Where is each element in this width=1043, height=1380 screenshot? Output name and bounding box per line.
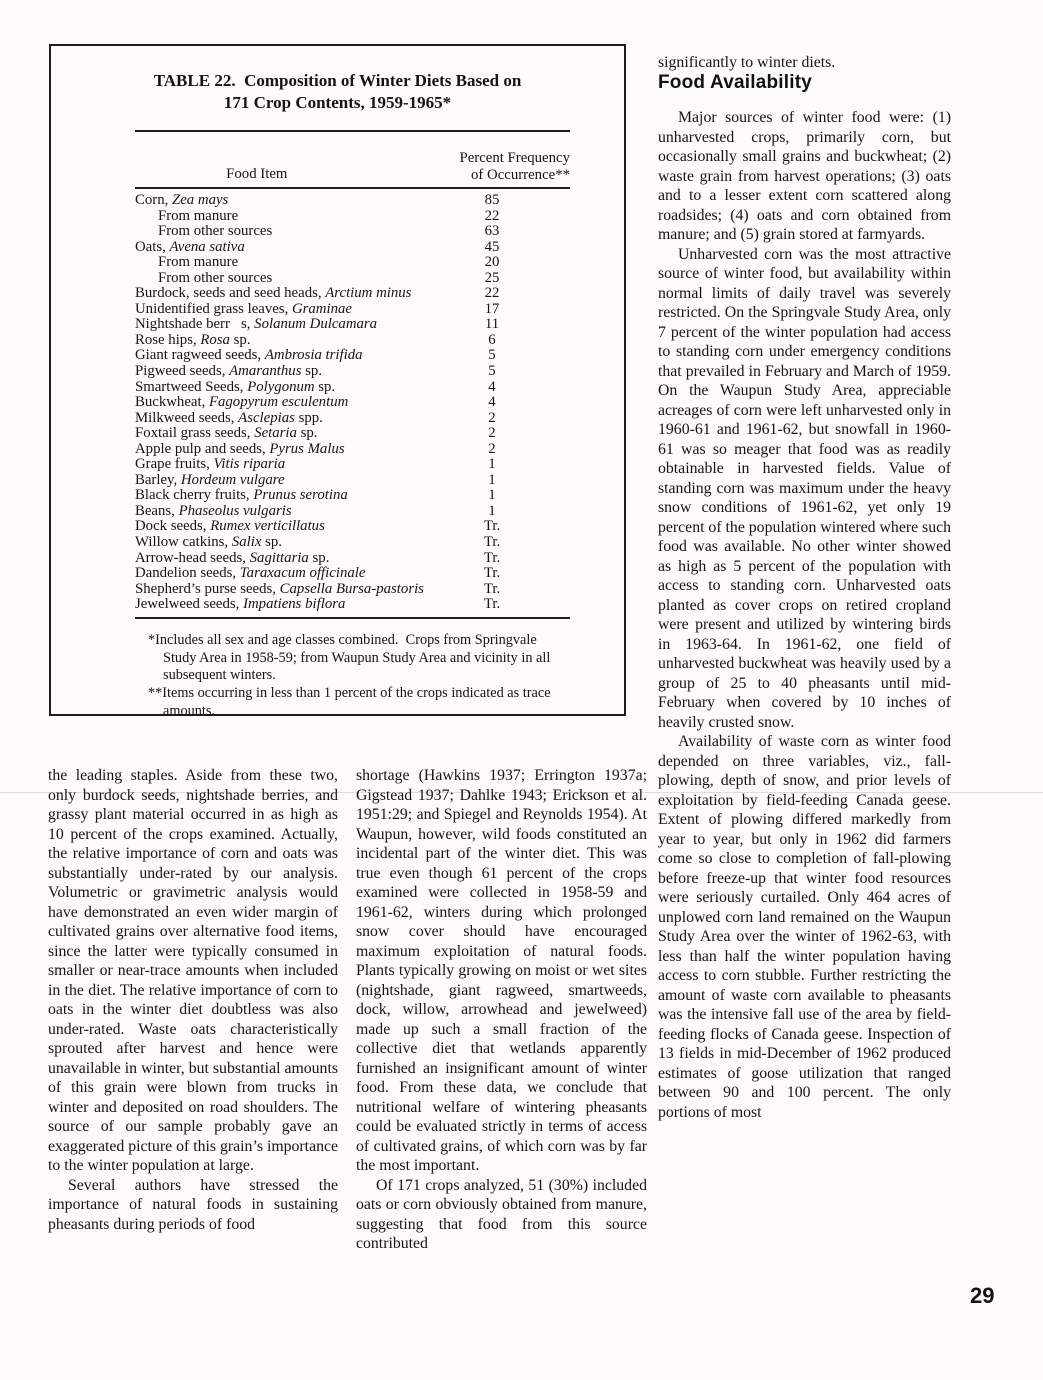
food-item-label: Foxtail grass seeds, Setaria sp. <box>135 425 318 442</box>
food-item-label: Dock seeds, Rumex verticillatus <box>135 518 325 535</box>
table-row <box>135 302 570 318</box>
frequency-value: 1 <box>488 502 496 519</box>
frequency-value: Tr. <box>483 565 501 582</box>
frequency-value: 6 <box>488 331 496 348</box>
table-header <box>135 130 570 189</box>
table-row <box>135 286 570 302</box>
body-column-left <box>48 766 338 1234</box>
table-row <box>135 209 570 225</box>
food-item-label: Corn, Zea mays <box>135 192 229 208</box>
food-item-label: From other sources <box>158 223 273 240</box>
body-paragraph: Of 171 crops analyzed, 51 (30%) included oats or corn obviously obtained from manure, suggesting that food from this source contributed <box>356 1176 647 1252</box>
column-lead-line: significantly to winter diets. <box>658 54 836 71</box>
table-body <box>135 130 570 721</box>
frequency-value: 2 <box>488 440 496 457</box>
frequency-value: 5 <box>488 347 496 364</box>
body-paragraph: Several authors have stressed the importance of natural foods in sustaining pheasants during periods of food <box>48 1176 338 1233</box>
page-number: 29 <box>970 1283 995 1308</box>
frequency-value: Tr. <box>483 596 501 613</box>
food-item-label: Barley, Hordeum vulgare <box>135 471 285 488</box>
frequency-value: 20 <box>484 254 500 271</box>
section-heading-food-availability: Food Availability <box>658 71 813 93</box>
frequency-value: 2 <box>488 409 496 426</box>
table-row <box>135 457 570 473</box>
food-item-label: Jewelweed seeds, Impatiens biflora <box>135 596 346 613</box>
food-item-label: Shepherd’s purse seeds, Capsella Bursa-pastoris <box>135 580 424 597</box>
food-item-label: Dandelion seeds, Taraxacum officinale <box>135 565 366 582</box>
frequency-value: 1 <box>488 487 496 504</box>
frequency-value: 45 <box>484 238 500 255</box>
table-row <box>135 551 570 567</box>
table-row <box>135 255 570 271</box>
food-item-label: From manure <box>158 254 239 271</box>
table-row <box>135 504 570 520</box>
food-item-label: Willow catkins, Salix sp. <box>135 534 282 551</box>
table-row <box>135 193 570 209</box>
food-item-label: Unidentified grass leaves, Graminae <box>135 300 352 317</box>
body-paragraph: the leading staples. Aside from these two, only burdock seeds, nightshade berries, and grassy plant material occurred in as high as 10 percent of the crops examined. Actually, the relative importance of corn and oats was substantially under-rated by our analysis. Volumetric or gravimetric analysis would have demonstrated an even wider margin of cultivated grains over alternative food items, since the latter were typically consumed in smaller or near-trace amounts when included in the diet. The relative importance of corn to oats in the winter diet doubtless was also under-rated. Waste oats characteristically sprouted after harvest and hence were unavailable in winter, but substantial amounts of this grain were blown from trucks in winter and deposited on road shoulders. The source of our sample probably gave an exaggerated picture of this grain’s importance to the winter population at large. <box>48 767 338 1174</box>
frequency-value: Tr. <box>483 518 501 535</box>
frequency-value: 5 <box>488 363 496 380</box>
food-item-label: Burdock, seeds and seed heads, Arctium minus <box>135 285 412 302</box>
table-row <box>135 395 570 411</box>
table-row <box>135 380 570 396</box>
food-item-label: Milkweed seeds, Asclepias spp. <box>135 409 323 426</box>
table-22-box <box>49 44 626 719</box>
table-rows <box>135 189 570 619</box>
table-title-line-1: TABLE 22. Composition of Winter Diets Based on <box>153 71 522 90</box>
food-item-label: Beans, Phaseolus vulgaris <box>135 502 292 519</box>
body-column-middle <box>356 766 647 1254</box>
food-item-label: Rose hips, Rosa sp. <box>135 331 251 348</box>
food-item-label: Oats, Avena sativa <box>135 238 245 255</box>
table-row <box>135 519 570 535</box>
table-row <box>135 426 570 442</box>
food-item-label: Giant ragweed seeds, Ambrosia trifida <box>135 347 363 364</box>
table-title-line-2: 171 Crop Contents, 1959-1965* <box>223 92 452 112</box>
column-header-food-item: Food Item <box>226 166 288 182</box>
food-item-label: From manure <box>158 207 239 224</box>
table-title <box>51 70 624 113</box>
table-row <box>135 411 570 427</box>
table-footnote: *Includes all sex and age classes combined. Crops from Springvale Study Area in 1958-59; from Waupun Study Area and vicinity in all subsequent winters. <box>148 631 551 684</box>
table-row <box>135 333 570 349</box>
table-row <box>135 582 570 598</box>
frequency-value: 17 <box>484 300 500 317</box>
body-column-right <box>658 53 951 1122</box>
food-item-label: Black cherry fruits, Prunus serotina <box>135 487 348 504</box>
frequency-value: 25 <box>484 269 500 286</box>
frequency-value: Tr. <box>483 534 501 551</box>
table-row <box>135 271 570 287</box>
food-item-label: Buckwheat, Fagopyrum esculentum <box>135 394 349 411</box>
frequency-value: 1 <box>488 456 496 473</box>
table-row <box>135 442 570 458</box>
table-row <box>135 566 570 582</box>
column-header-frequency: Percent Frequency of Occurrence** <box>459 150 570 183</box>
frequency-value: Tr. <box>483 580 501 597</box>
frequency-value: 22 <box>484 285 500 302</box>
body-paragraph: Major sources of winter food were: (1) unharvested crops, primarily corn, but occasionally small grains and buckwheat; (2) waste grain from harvest operations; (3) oats and to a lesser extent corn scattered along roadsides; (4) oats and corn obtained from manure; and (5) grain stored at farmyards. <box>658 109 951 243</box>
table-row <box>135 473 570 489</box>
frequency-value: 1 <box>488 471 496 488</box>
food-item-label: Arrow-head seeds, Sagittaria sp. <box>135 549 330 566</box>
food-item-label: Apple pulp and seeds, Pyrus Malus <box>135 440 345 457</box>
table-row <box>135 317 570 333</box>
table-row <box>135 348 570 364</box>
frequency-value: 11 <box>484 316 500 333</box>
body-paragraph: Unharvested corn was the most attractive source of winter food, but availability within normal limits of daily travel was severely restricted. On the Springvale Study Area, only 7 percent of the winter population had access to standing corn under emergency conditions that prevailed in February and March of 1959. On the Waupun Study Area, appreciable acreages of corn were left unharvested only in 1960-61 and 1961-62, but snowfall in 1960-61 was so meager that food was as readily obtainable in harvested fields. Value of standing corn was maximum under the heavy snow conditions of 1961-62, yet only 19 percent of the population wintered where such food was available. No other winter showed as high as 5 percent of the population with access to standing corn. Unharvested oats planted as cover crops on retired cropland were present and utilized by wintering birds in 1963-64. In 1961-62, one field of unharvested buckwheat was heavily used by a group of 25 to 40 pheasants until mid-February when covered by 10 inches of heavily crusted snow. <box>658 245 952 731</box>
table-footnote: **Items occurring in less than 1 percent of the crops indicated as trace amounts. <box>148 685 551 719</box>
food-item-label: From other sources <box>158 269 273 286</box>
frequency-value: 4 <box>488 394 496 411</box>
food-item-label: Grape fruits, Vitis riparia <box>135 456 286 473</box>
body-paragraph: Availability of waste corn as winter food depended on three variables, viz., fall-plowing, depth of snow, and prior levels of exploitation by field-feeding Canada geese. Extent of plowing differed markedly from year to year, but only in 1962 did farmers come so close to completion of fall-plowing before freeze-up that winter food resources were seriously curtailed. Only 464 acres of unplowed corn land remained on the Waupun Study Area over the winter of 1962-63, with less than half the winter population having access to corn stubble. Further restricting the amount of waste corn available to pheasants was the intensive fall use of the area by field-feeding flocks of Canada geese. Inspection of 13 fields in mid-December of 1962 produced estimates of goose utilization that ranged between 90 and 100 percent. The only portions of most <box>658 733 951 1121</box>
frequency-value: 85 <box>484 192 500 208</box>
frequency-value: 4 <box>488 378 496 395</box>
table-row <box>135 364 570 380</box>
frequency-value: 2 <box>488 425 496 442</box>
table-row <box>135 224 570 240</box>
table-footnotes <box>148 632 572 721</box>
table-row <box>135 240 570 256</box>
frequency-value: 22 <box>484 207 500 224</box>
body-paragraph: shortage (Hawkins 1937; Errington 1937a; Gigstead 1937; Dahlke 1943; Erickson et al. 1951:29; and Spiegel and Reynolds 1954). At Waupun, however, wild foods constituted an incidental part of the winter diet. This was true even though 61 percent of the crops examined were collected in 1958-59 and 1961-62, winters during which prolonged snow cover should have encouraged maximum exploitation of natural foods. Plants typically growing on moist or wet sites (nightshade, giant ragweed, smartweeds, dock, willow, arrowhead and jewelweed) made up such a small fraction of the collective diet that wetlands apparently furnished an insignificant amount of winter food. From these data, we conclude that nutritional welfare of wintering pheasants could be evaluated strictly in terms of access of cultivated grains, of which corn was by far the most important. <box>356 767 647 1174</box>
table-row <box>135 535 570 551</box>
frequency-value: 63 <box>484 223 500 240</box>
table-row <box>135 488 570 504</box>
food-item-label: Nightshade berr s, Solanum Dulcamara <box>135 316 378 333</box>
food-item-label: Smartweed Seeds, Polygonum sp. <box>135 378 336 395</box>
right-column-paragraphs <box>658 108 951 1122</box>
table-row <box>135 597 570 613</box>
food-item-label: Pigweed seeds, Amaranthus sp. <box>135 363 323 380</box>
frequency-value: Tr. <box>483 549 501 566</box>
